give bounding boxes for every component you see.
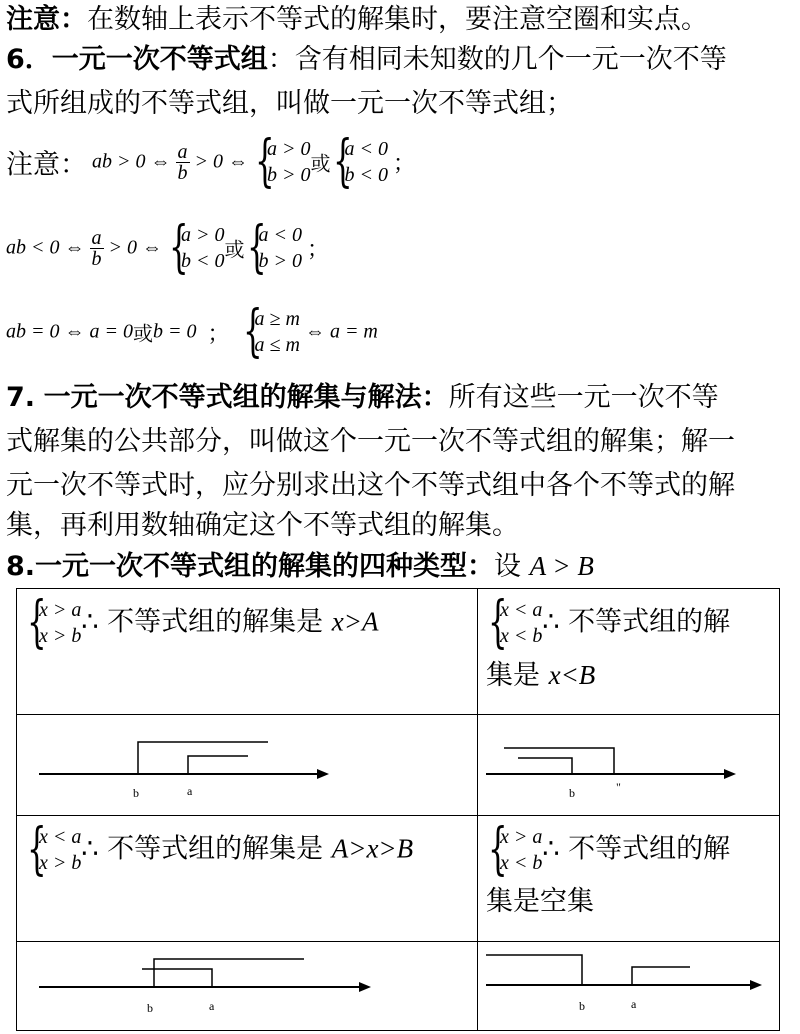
tick-label-a: a	[631, 997, 637, 1011]
frac-den: b	[91, 247, 102, 270]
sys-row: b > 0	[258, 250, 302, 272]
section-7-text1: 所有这些一元一次不等	[448, 382, 719, 413]
brace-icon: {	[488, 590, 508, 655]
formula-2-mid: > 0 ⇔	[108, 236, 162, 259]
tick-label-b: b	[579, 999, 585, 1013]
sys-row: b < 0	[181, 250, 225, 272]
table-cell-type-3	[17, 816, 478, 942]
formula-2-system-a	[169, 215, 225, 280]
cell-system	[27, 590, 82, 655]
sys-row: a < 0	[258, 224, 302, 246]
section-7-text4: 集，再利用数轴确定这个不等式组的解集。	[6, 510, 519, 541]
formula-1-end: ；	[393, 151, 416, 177]
table-cell-type-2	[478, 589, 780, 715]
range-b	[504, 748, 614, 774]
brace-icon: {	[246, 215, 267, 280]
cell-line2	[486, 886, 779, 918]
formula-1-label: 注意：	[6, 149, 87, 181]
section-7-title: 一元一次不等式组的解集与解法：	[43, 382, 449, 413]
section-7-number: 7.	[6, 382, 36, 413]
section-8-cond: A > B	[529, 551, 594, 581]
cell-content	[478, 816, 779, 918]
number-line-cell-4	[478, 942, 780, 1031]
sys-row: x > b	[39, 852, 82, 874]
cell-result: x<B	[548, 660, 596, 690]
cell-content	[17, 816, 477, 882]
sys-row: x > b	[39, 625, 82, 647]
formula-1-lhs: ab > 0 ⇔	[92, 150, 171, 173]
note-text: 在数轴上表示不等式的解集时，要注意空圈和实点。	[87, 4, 708, 35]
formula-1-fraction	[176, 142, 190, 183]
number-line-diagram	[17, 942, 475, 1026]
frac-den: b	[177, 161, 188, 184]
brace-icon: {	[169, 215, 189, 280]
table-cell-type-1	[17, 589, 478, 715]
formula-2-lhs: ab < 0 ⇔	[6, 236, 85, 259]
tick-label-b: b	[569, 786, 575, 800]
range-a	[188, 756, 248, 774]
section-7-line2	[6, 426, 735, 458]
frac-num: a	[177, 140, 188, 163]
tick-label-b: b	[147, 1001, 153, 1015]
formula-1-system-b	[332, 129, 389, 194]
table-row	[17, 942, 780, 1031]
section-7-text2: 式解集的公共部分，叫做这个一元一次不等式组的解集；解一	[6, 426, 735, 457]
cell-text: ∴ 不等式组的解	[542, 606, 731, 638]
brace-icon: {	[27, 817, 47, 882]
frac-num: a	[91, 226, 102, 249]
cell-text2: 集是	[486, 660, 540, 691]
sys-row: x > a	[500, 826, 543, 848]
section-7-text3: 元一次不等式时，应分别求出这个不等式组中各个不等式的解	[6, 470, 735, 501]
sys-row: x < b	[500, 852, 543, 874]
formula-3-result: ⇔ a = m	[304, 320, 378, 343]
formula-2-or: 或	[224, 237, 245, 262]
tick-label-a: a	[187, 784, 193, 798]
formula-3	[6, 299, 378, 364]
cell-text: ∴ 不等式组的解集是	[81, 606, 324, 638]
tick-label-b: b	[133, 786, 139, 800]
section-6-text2: 式所组成的不等式组，叫做一元一次不等式组；	[6, 88, 573, 119]
brace-icon: {	[332, 129, 353, 194]
number-line-cell-1	[17, 715, 478, 816]
sys-row: x < b	[500, 625, 543, 647]
solution-types-table	[16, 588, 780, 1031]
formula-1-system-a	[255, 129, 311, 194]
arrow-icon	[359, 982, 371, 992]
sys-row: a ≤ m	[254, 334, 300, 356]
sys-row: x < a	[39, 826, 82, 848]
formula-2-end: ；	[307, 237, 330, 263]
sys-row: a > 0	[181, 224, 225, 246]
formula-1-mid: > 0 ⇔	[194, 150, 248, 173]
formula-3-sep: ；	[207, 321, 230, 347]
cell-content	[17, 589, 477, 655]
arrow-icon	[724, 769, 736, 779]
cell-system	[488, 817, 543, 882]
number-line-diagram	[478, 942, 778, 1026]
formula-1-or: 或	[310, 151, 331, 176]
section-7-line3	[6, 470, 735, 502]
brace-icon: {	[255, 129, 275, 194]
range-a	[142, 969, 212, 987]
sys-row: x > a	[39, 599, 82, 621]
sys-row: a > 0	[267, 138, 311, 160]
note-line	[6, 4, 708, 36]
number-line-cell-2	[478, 715, 780, 816]
section-7-line4	[6, 510, 519, 542]
number-line-diagram	[478, 715, 778, 811]
formula-2	[6, 215, 330, 280]
section-8-line	[6, 550, 594, 583]
arrow-icon	[317, 769, 329, 779]
arrow-icon	[750, 980, 762, 990]
cell-text: ∴ 不等式组的解集是	[81, 833, 324, 865]
section-8-set: 设	[494, 551, 522, 582]
brace-icon: {	[488, 817, 508, 882]
cell-system	[488, 590, 543, 655]
sys-row: b < 0	[344, 164, 388, 186]
cell-text2: 集是空集	[486, 886, 594, 917]
tick-label-quote: "	[616, 780, 621, 794]
table-row	[17, 816, 780, 942]
sys-row: b > 0	[267, 164, 311, 186]
cell-content	[478, 589, 779, 692]
range-b	[138, 742, 268, 774]
formula-3-system	[242, 299, 300, 364]
cell-system	[27, 817, 82, 882]
section-7-line1	[6, 382, 719, 414]
cell-result: x>A	[331, 606, 379, 637]
range-a	[632, 967, 690, 985]
number-line-diagram	[17, 715, 475, 811]
brace-icon: {	[242, 299, 263, 364]
number-line-cell-3	[17, 942, 478, 1031]
cell-result: A>x>B	[331, 833, 414, 864]
section-6-line2	[6, 88, 573, 120]
formula-2-system-b	[246, 215, 303, 280]
sys-row: a < 0	[344, 138, 388, 160]
formula-3-rhs: b = 0	[153, 320, 197, 343]
section-6-number: 6．	[6, 44, 52, 75]
formula-3-lhs: ab = 0 ⇔ a = 0	[6, 320, 133, 343]
range-b	[154, 959, 304, 987]
sys-row: a ≥ m	[254, 308, 300, 330]
table-row	[17, 715, 780, 816]
formula-3-or: 或	[133, 321, 153, 346]
section-8-title: 8.一元一次不等式组的解集的四种类型：	[6, 551, 495, 582]
section-6-text1: ：含有相同未知数的几个一元一次不等	[267, 44, 727, 75]
table-cell-type-4	[478, 816, 780, 942]
brace-icon: {	[27, 590, 47, 655]
section-6-title: 一元一次不等式组	[51, 44, 268, 75]
formula-2-fraction	[90, 228, 104, 269]
range-b	[486, 955, 582, 985]
formula-1	[6, 129, 416, 194]
cell-line2	[486, 659, 779, 692]
cell-text: ∴ 不等式组的解	[542, 833, 731, 865]
note-label: 注意：	[6, 4, 87, 35]
range-a	[518, 758, 572, 774]
section-6-line1	[6, 44, 727, 76]
tick-label-a: a	[209, 999, 215, 1013]
sys-row: x < a	[500, 599, 543, 621]
table-row	[17, 589, 780, 715]
